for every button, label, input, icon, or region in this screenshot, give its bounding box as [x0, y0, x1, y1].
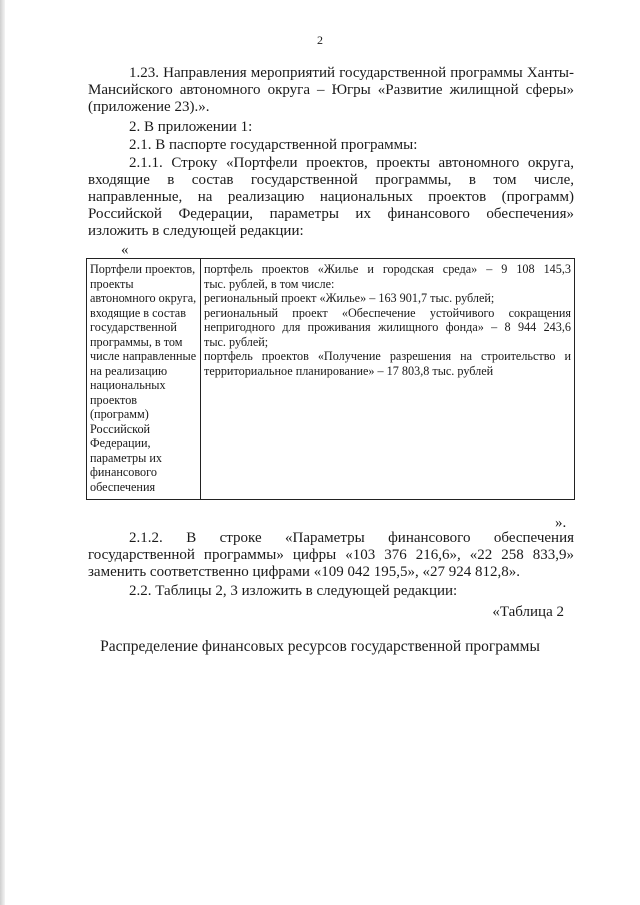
label-line: национальных [90, 378, 166, 392]
label-line: обеспечения [90, 479, 156, 494]
text-line: входящие в состав государственной программы, в том числе, [88, 172, 574, 188]
text-line: государственной программы» цифры «103 376 216,6», «22 258 833,9» [88, 547, 574, 563]
text-line: Мансийского автономного округа – Югры «Развитие жилищной сферы» [88, 82, 574, 98]
label-line: финансового [90, 465, 157, 479]
label-line: параметры их [90, 450, 162, 465]
value-line: региональный проект «Жилье» – 163 901,7 тыс. рублей; [204, 291, 495, 305]
label-line: Российской [90, 421, 151, 436]
value-line: региональный проект «Обеспечение устойчивого сокращения [204, 305, 571, 320]
text-line: направленные, на реализацию национальных проектов (программ) [88, 189, 574, 205]
scan-edge [0, 0, 5, 905]
value-line: территориальное планирование» – 17 803,8 тыс. рублей [204, 363, 494, 378]
text-line: заменить соответственно цифрами «109 042 195,5», «27 924 812,8». [88, 564, 520, 580]
value-line: непригодного для проживания жилищного фонда» – 8 944 243,6 [204, 320, 571, 334]
text-line: 2.1.2. В строке «Параметры финансового обеспечения [129, 530, 574, 546]
label-line: входящие в состав [90, 305, 186, 320]
paragraph-2-1: 2.1. В паспорте государственной программы: [129, 137, 418, 153]
label-line: проекты [90, 276, 134, 291]
table-reference: «Таблица 2 [492, 604, 564, 620]
text-line: 1.23. Направления мероприятий государственной программы Ханты- [129, 65, 574, 81]
row-label-cell [87, 259, 201, 500]
label-line: проектов [90, 392, 138, 407]
label-line: автономного округа, [90, 291, 197, 305]
label-line: Федерации, [90, 436, 151, 450]
passport-table [86, 258, 575, 500]
label-line: государственной [90, 320, 177, 334]
text-line: Российской Федерации, параметры их финансового обеспечения» [88, 206, 574, 222]
paragraph-2-1-1 [88, 155, 574, 240]
label-line: числе направленные [90, 349, 197, 363]
value-line: портфель проектов «Получение разрешения на строительство и [204, 349, 571, 363]
label-line: программы, в том [90, 334, 183, 349]
label-line: на реализацию [90, 363, 168, 378]
value-line: тыс. рублей, в том числе: [204, 276, 335, 291]
page-number: 2 [317, 33, 323, 47]
table-title: Распределение финансовых ресурсов государственной программы [100, 638, 540, 655]
value-line: тыс. рублей; [204, 334, 269, 349]
paragraph-2: 2. В приложении 1: [129, 119, 253, 135]
quote-close: ». [555, 515, 567, 531]
value-line: портфель проектов «Жилье и городская среда» – 9 108 145,3 [204, 262, 571, 276]
paragraph-1-23 [88, 65, 574, 116]
quote-open: « [121, 242, 129, 258]
label-line: Портфели проектов, [90, 262, 196, 276]
label-line: (программ) [90, 407, 149, 421]
row-value-cell [201, 259, 575, 500]
text-line: изложить в следующей редакции: [88, 223, 304, 239]
text-line: (приложение 23).». [88, 99, 210, 115]
table-row [87, 259, 575, 500]
text-line: 2.1.1. Строку «Портфели проектов, проекты автономного округа, [129, 155, 574, 171]
paragraph-2-1-2 [88, 530, 574, 581]
paragraph-2-2: 2.2. Таблицы 2, 3 изложить в следующей редакции: [129, 583, 458, 599]
